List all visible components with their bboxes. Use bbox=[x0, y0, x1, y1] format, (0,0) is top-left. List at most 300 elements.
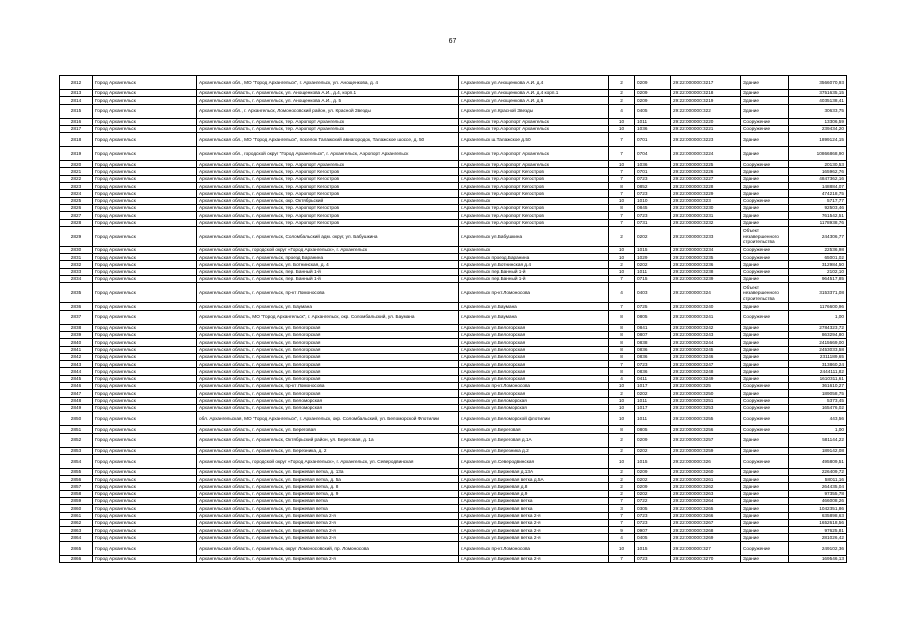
object-address: Архангельская область, МО "Город Архангельск", г. Архангельск, окр. Соломбальский, ул. Баумана bbox=[197, 310, 459, 324]
object-type: Здание bbox=[741, 97, 789, 104]
object-address: Архангельская область, городской округ «Город Архангельск», г. Архангельск bbox=[197, 246, 459, 253]
row-number: 2837 bbox=[60, 310, 93, 324]
group-code: 2 bbox=[609, 490, 635, 497]
cadastral-value: 3153371,08 bbox=[789, 283, 847, 303]
municipality: Город Архангельск bbox=[93, 90, 197, 97]
object-address: Архангельская область, г. Архангельск, ул. Белогорская bbox=[197, 375, 459, 382]
object-address: Архангельская область, г. Архангельск, ул. Белогорская bbox=[197, 324, 459, 331]
cadastral-value: 97625,81 bbox=[789, 527, 847, 534]
address-short: г.Архангельск пер.Банный 1-й bbox=[459, 276, 609, 283]
object-address: Архангельская область, г. Архангельск, ул. Биржевая ветка, д. 9 bbox=[197, 490, 459, 497]
municipality: Город Архангельск bbox=[93, 346, 197, 353]
group-code: 2 bbox=[609, 76, 635, 90]
subgroup-code: 0723 bbox=[635, 555, 671, 562]
cadastral-number: 29:22:000000:3251 bbox=[671, 397, 741, 404]
row-number: 2859 bbox=[60, 497, 93, 504]
object-address: Архангельская область, г. Архангельск, ул. Биржевая ветка 2-я bbox=[197, 527, 459, 534]
address-short: г.Архангельск ул.Биржевая ветка bbox=[459, 505, 609, 512]
municipality: Город Архангельск bbox=[93, 204, 197, 211]
row-number: 2840 bbox=[60, 339, 93, 346]
row-number: 2843 bbox=[60, 361, 93, 368]
address-short: г.Архангельск ул.Биржевая д.8 bbox=[459, 483, 609, 490]
row-number: 2853 bbox=[60, 447, 93, 454]
address-short: г.Архангельск ул.Биржевая ветка 2-я bbox=[459, 534, 609, 541]
municipality: Город Архангельск bbox=[93, 97, 197, 104]
municipality: Город Архангельск bbox=[93, 168, 197, 175]
address-short: г.Архангельск ул.Анощенкова А.И. д.4 корп.1 bbox=[459, 90, 609, 97]
address-short: г.Архангельск ул.Северодвинская bbox=[459, 454, 609, 468]
table-row bbox=[60, 283, 847, 303]
object-address: Архангельская область, г. Архангельск, пр-кт Ломоносова bbox=[197, 283, 459, 303]
address-short: г.Архангельск тер.Аэропорт Кегостров bbox=[459, 183, 609, 190]
cadastral-value: 1176600,96 bbox=[789, 303, 847, 310]
cadastral-number: 29:22:000000:3260 bbox=[671, 468, 741, 475]
object-address: Архангельская область, г. Архангельск, ул. Белогорская bbox=[197, 361, 459, 368]
municipality: Город Архангельск bbox=[93, 390, 197, 397]
address-short: г.Архангельск тер.Аэропорт Кегостров bbox=[459, 190, 609, 197]
object-address: Архангельская область, г. Архангельск, тер. Аэропорт Кегостров bbox=[197, 204, 459, 211]
group-code: 7 bbox=[609, 555, 635, 562]
subgroup-code: 1015 bbox=[635, 246, 671, 253]
cadastral-number: 29:22:000000:3247 bbox=[671, 361, 741, 368]
object-type: Сооружение bbox=[741, 404, 789, 411]
address-short: г.Архангельск пр-кт.Ломоносова bbox=[459, 541, 609, 555]
group-code: 2 bbox=[609, 433, 635, 447]
subgroup-code: 0805 bbox=[635, 310, 671, 324]
row-number: 2819 bbox=[60, 147, 93, 161]
row-number: 2848 bbox=[60, 397, 93, 404]
cadastral-value: 4847362,16 bbox=[789, 175, 847, 182]
municipality: Город Архангельск bbox=[93, 361, 197, 368]
cadastral-number: 29:22:000000:324 bbox=[671, 283, 741, 303]
group-code: 8 bbox=[609, 339, 635, 346]
table-row bbox=[60, 375, 847, 382]
cadastral-number: 29:22:000000:3232 bbox=[671, 219, 741, 226]
address-short: г.Архангельск ул.Биржевая д.13А bbox=[459, 468, 609, 475]
address-short: г.Архангельск ул.Береговая bbox=[459, 426, 609, 433]
subgroup-code: 0723 bbox=[635, 512, 671, 519]
cadastral-value: 1899124,15 bbox=[789, 133, 847, 147]
object-address: Архангельская область, г. Архангельск, ул. Биржевая ветка 2-я bbox=[197, 519, 459, 526]
subgroup-code: 0202 bbox=[635, 447, 671, 454]
address-short: г.Архангельск ул.Баумана bbox=[459, 310, 609, 324]
cadastral-number: 29:22:000000:3221 bbox=[671, 125, 741, 132]
object-type: Здание bbox=[741, 519, 789, 526]
object-type: Здание bbox=[741, 346, 789, 353]
address-short: г.Архангельск тер.Аэропорт Архангельск bbox=[459, 161, 609, 168]
table-row bbox=[60, 368, 847, 375]
cadastral-value: 65001,02 bbox=[789, 254, 847, 261]
cadastral-value: 361610,27 bbox=[789, 383, 847, 390]
group-code: 2 bbox=[609, 90, 635, 97]
address-short: г.Архангельск bbox=[459, 246, 609, 253]
municipality: Город Архангельск bbox=[93, 497, 197, 504]
subgroup-code: 0852 bbox=[635, 183, 671, 190]
table-row bbox=[60, 76, 847, 90]
group-code: 10 bbox=[609, 125, 635, 132]
table-row bbox=[60, 490, 847, 497]
group-code: 7 bbox=[609, 147, 635, 161]
object-address: Архангельская область, г. Архангельск, ул. Ботнинская, д. 4 bbox=[197, 261, 459, 268]
row-number: 2824 bbox=[60, 190, 93, 197]
municipality: Город Архангельск bbox=[93, 476, 197, 483]
cadastral-value: 58011,16 bbox=[789, 476, 847, 483]
group-code: 7 bbox=[609, 190, 635, 197]
object-type: Здание bbox=[741, 219, 789, 226]
cadastral-value: 2415669,00 bbox=[789, 339, 847, 346]
object-type: Объект незавершенного строительства bbox=[741, 226, 789, 246]
address-short: г.Архангельск ш.Талажское д.50 bbox=[459, 133, 609, 147]
group-code: 8 bbox=[609, 310, 635, 324]
object-type: Здание bbox=[741, 168, 789, 175]
object-address: Архангельская область, г. Архангельск, ул. Белогорская bbox=[197, 346, 459, 353]
subgroup-code: 1017 bbox=[635, 383, 671, 390]
table-row bbox=[60, 534, 847, 541]
object-type: Сооружение bbox=[741, 161, 789, 168]
municipality: Город Архангельск bbox=[93, 254, 197, 261]
cadastral-number: 29:22:000000:3269 bbox=[671, 534, 741, 541]
group-code: 4 bbox=[609, 375, 635, 382]
subgroup-code: 0723 bbox=[635, 175, 671, 182]
object-address: Архангельская область, г. Архангельск, ул. Биржевая ветка, д. 8 bbox=[197, 483, 459, 490]
table-row bbox=[60, 324, 847, 331]
object-type: Здание bbox=[741, 261, 789, 268]
cadastral-number: 29:22:000000:3238 bbox=[671, 268, 741, 275]
subgroup-code: 1010 bbox=[635, 197, 671, 204]
cadastral-value: 1178938,76 bbox=[789, 219, 847, 226]
row-number: 2835 bbox=[60, 283, 93, 303]
object-address: Архангельская область, г. Архангельск, ул. Березника, д. 2 bbox=[197, 447, 459, 454]
cadastral-number: 29:22:000000:3256 bbox=[671, 426, 741, 433]
object-address: Архангельская область, г. Архангельск, проезд Баранина bbox=[197, 254, 459, 261]
object-address: Архангельская область, г. Архангельск, ул. Биржевая ветка, д. 5а bbox=[197, 476, 459, 483]
subgroup-code: 0209 bbox=[635, 483, 671, 490]
row-number: 2866 bbox=[60, 555, 93, 562]
object-address: Архангельская область, г. Архангельск, пр-кт Ломоносова bbox=[197, 383, 459, 390]
subgroup-code: 0723 bbox=[635, 361, 671, 368]
subgroup-code: 0202 bbox=[635, 476, 671, 483]
cadastral-number: 29:22:000000:3266 bbox=[671, 512, 741, 519]
cadastral-number: 29:22:000000:3264 bbox=[671, 497, 741, 504]
cadastral-number: 29:22:000000:3242 bbox=[671, 324, 741, 331]
cadastral-number: 29:22:000000:3246 bbox=[671, 353, 741, 360]
table-row bbox=[60, 339, 847, 346]
municipality: Город Архангельск bbox=[93, 212, 197, 219]
address-short: г.Архангельск пр-кт.Ломоносова bbox=[459, 283, 609, 303]
row-number: 2858 bbox=[60, 490, 93, 497]
cadastral-number: 29:22:000000:3236 bbox=[671, 261, 741, 268]
group-code: 10 bbox=[609, 118, 635, 125]
row-number: 2847 bbox=[60, 390, 93, 397]
municipality: Город Архангельск bbox=[93, 104, 197, 118]
cadastral-number: 29:22:000000:3229 bbox=[671, 190, 741, 197]
group-code: 8 bbox=[609, 346, 635, 353]
table-row bbox=[60, 183, 847, 190]
municipality: Город Архангельск bbox=[93, 219, 197, 226]
subgroup-code: 1011 bbox=[635, 118, 671, 125]
cadastral-value: 964517,85 bbox=[789, 276, 847, 283]
group-code: 2 bbox=[609, 97, 635, 104]
address-short: г.Архангельск ул.Ботнинская д.4 bbox=[459, 261, 609, 268]
object-address: Архангельская область, г. Архангельск, тер. Аэропорт Кегостров bbox=[197, 183, 459, 190]
table-row bbox=[60, 175, 847, 182]
row-number: 2862 bbox=[60, 519, 93, 526]
object-type: Сооружение bbox=[741, 454, 789, 468]
table-row bbox=[60, 147, 847, 161]
row-number: 2849 bbox=[60, 404, 93, 411]
municipality: Город Архангельск bbox=[93, 353, 197, 360]
cadastral-value: 244306,77 bbox=[789, 226, 847, 246]
table-row bbox=[60, 90, 847, 97]
object-address: Архангельская область, г. Архангельск, ул. Береговая bbox=[197, 426, 459, 433]
municipality: Город Архангельск bbox=[93, 226, 197, 246]
group-code: 10 bbox=[609, 246, 635, 253]
group-code: 4 bbox=[609, 534, 635, 541]
municipality: Город Архангельск bbox=[93, 433, 197, 447]
table-row bbox=[60, 476, 847, 483]
address-short: г.Архангельск ул.Биржевая ветка 2-я bbox=[459, 527, 609, 534]
group-code: 8 bbox=[609, 204, 635, 211]
cadastral-number: 29:22:000000:3235 bbox=[671, 254, 741, 261]
row-number: 2838 bbox=[60, 324, 93, 331]
cadastral-number: 29:22:000000:322 bbox=[671, 104, 741, 118]
subgroup-code: 0723 bbox=[635, 519, 671, 526]
object-address: Архангельская область, г. Архангельск, окр. Октябрьский bbox=[197, 197, 459, 204]
cadastral-number: 29:22:000000:3244 bbox=[671, 339, 741, 346]
municipality: Город Архангельск bbox=[93, 276, 197, 283]
subgroup-code: 1015 bbox=[635, 541, 671, 555]
row-number: 2813 bbox=[60, 90, 93, 97]
subgroup-code: 0209 bbox=[635, 90, 671, 97]
group-code: 7 bbox=[609, 168, 635, 175]
cadastral-number: 29:22:000000:3224 bbox=[671, 147, 741, 161]
object-address: Архангельская область, г. Архангельск, ул. Беломорская bbox=[197, 397, 459, 404]
row-number: 2863 bbox=[60, 527, 93, 534]
table-row bbox=[60, 104, 847, 118]
group-code: 2 bbox=[609, 261, 635, 268]
subgroup-code: 0704 bbox=[635, 147, 671, 161]
object-type: Здание bbox=[741, 534, 789, 541]
address-short: г.Архангельск ул.Биржевая ветка 2-я bbox=[459, 519, 609, 526]
table-row bbox=[60, 555, 847, 562]
cadastral-value: 189142,08 bbox=[789, 447, 847, 454]
object-type: Здание bbox=[741, 433, 789, 447]
address-short: г.Архангельск ул.Беломорская bbox=[459, 404, 609, 411]
object-address: Архангельская область, г. Архангельск, ул. Белогорская bbox=[197, 339, 459, 346]
cadastral-value: 2784323,72 bbox=[789, 324, 847, 331]
address-short: г.Архангельск ул.Бабушкина bbox=[459, 226, 609, 246]
table-row bbox=[60, 268, 847, 275]
table-row bbox=[60, 97, 847, 104]
group-code: 2 bbox=[609, 226, 635, 246]
cadastral-value: 312984,50 bbox=[789, 261, 847, 268]
object-address: Архангельская область, г. Архангельск, ул. Биржевая ветка bbox=[197, 497, 459, 504]
row-number: 2841 bbox=[60, 346, 93, 353]
object-type: Здание bbox=[741, 555, 789, 562]
subgroup-code: 0403 bbox=[635, 283, 671, 303]
cadastral-value: 264435,04 bbox=[789, 483, 847, 490]
address-short: г.Архангельск bbox=[459, 197, 609, 204]
cadastral-value: 189058,75 bbox=[789, 390, 847, 397]
subgroup-code: 0725 bbox=[635, 303, 671, 310]
object-address: Архангельская область, г. Архангельск, тер. Аэропорт Архангельск bbox=[197, 118, 459, 125]
table-row bbox=[60, 483, 847, 490]
object-type: Здание bbox=[741, 204, 789, 211]
address-short: г.Архангельск проезд.Баранина bbox=[459, 254, 609, 261]
object-address: Архангельская обл., г. Архангельск, Ломоносовский район, ул. Красной Звезды bbox=[197, 104, 459, 118]
address-short: г.Архангельск тер.Аэропорт Кегостров bbox=[459, 204, 609, 211]
cadastral-value: 5373,45 bbox=[789, 397, 847, 404]
object-address: Архангельская область, городской округ «Город Архангельск», г. Архангельск, ул. Северодвинская bbox=[197, 454, 459, 468]
table-row bbox=[60, 541, 847, 555]
object-type: Здание bbox=[741, 505, 789, 512]
object-type: Здание bbox=[741, 339, 789, 346]
cadastral-value: 635898,63 bbox=[789, 512, 847, 519]
address-short: г.Архангельск ул.Анощенкова А.И. д.4 bbox=[459, 76, 609, 90]
cadastral-value: 581144,22 bbox=[789, 433, 847, 447]
row-number: 2861 bbox=[60, 512, 93, 519]
table-row bbox=[60, 390, 847, 397]
table-row bbox=[60, 497, 847, 504]
cadastral-value: 2453033,58 bbox=[789, 346, 847, 353]
row-number: 2829 bbox=[60, 226, 93, 246]
table-row bbox=[60, 133, 847, 147]
municipality: Город Архангельск bbox=[93, 375, 197, 382]
object-type: Здание bbox=[741, 490, 789, 497]
municipality: Город Архангельск bbox=[93, 512, 197, 519]
object-address: Архангельская область, г. Архангельск, пер. Банный 1-й bbox=[197, 276, 459, 283]
row-number: 2850 bbox=[60, 412, 93, 426]
row-number: 2834 bbox=[60, 276, 93, 283]
table-row bbox=[60, 433, 847, 447]
object-type: Здание bbox=[741, 497, 789, 504]
cadastral-value: 97355,78 bbox=[789, 490, 847, 497]
row-number: 2820 bbox=[60, 161, 93, 168]
table-row bbox=[60, 505, 847, 512]
table-row bbox=[60, 454, 847, 468]
group-code: 10 bbox=[609, 383, 635, 390]
object-type: Здание bbox=[741, 390, 789, 397]
object-address: Архангельская область, г. Архангельск, тер. Аэропорт Кегостров bbox=[197, 175, 459, 182]
subgroup-code: 0405 bbox=[635, 534, 671, 541]
row-number: 2818 bbox=[60, 133, 93, 147]
subgroup-code: 1011 bbox=[635, 412, 671, 426]
municipality: Город Архангельск bbox=[93, 447, 197, 454]
municipality: Город Архангельск bbox=[93, 412, 197, 426]
cadastral-number: 29:22:000000:3268 bbox=[671, 527, 741, 534]
table-row bbox=[60, 246, 847, 253]
cadastral-number: 29:22:000000:3267 bbox=[671, 519, 741, 526]
object-address: Архангельская область, г. Архангельск, ул. Биржевая ветка 2-я bbox=[197, 555, 459, 562]
table-row bbox=[60, 226, 847, 246]
municipality: Город Архангельск bbox=[93, 190, 197, 197]
table-row bbox=[60, 276, 847, 283]
object-address: Архангельская область, г. Архангельск, округ Ломоносовский, пр. Ломоносова bbox=[197, 541, 459, 555]
address-short: г.Архангельск ул.Беломорская bbox=[459, 397, 609, 404]
group-code: 7 bbox=[609, 175, 635, 182]
object-address: Архангельская область, г. Архангельск, тер. Аэропорт Кегостров bbox=[197, 190, 459, 197]
object-address: Архангельская обл., городской округ "Город Архангельск", г. Архангельск, Аэропорт Архангельск bbox=[197, 147, 459, 161]
subgroup-code: 1015 bbox=[635, 454, 671, 468]
municipality: Город Архангельск bbox=[93, 161, 197, 168]
table-row bbox=[60, 346, 847, 353]
address-short: г.Архангельск ул.Биржевая ветка 2-я bbox=[459, 512, 609, 519]
cadastral-number: 29:22:000000:3248 bbox=[671, 368, 741, 375]
address-short: г.Архангельск ул.Белогорская bbox=[459, 375, 609, 382]
municipality: Город Архангельск bbox=[93, 454, 197, 468]
object-address: Архангельская область, г. Архангельск, ул. Белогорская bbox=[197, 390, 459, 397]
address-short: г.Архангельск ул.Белогорская bbox=[459, 368, 609, 375]
group-code: 2 bbox=[609, 468, 635, 475]
cadastral-number: 29:22:000000:3227 bbox=[671, 175, 741, 182]
group-code: 8 bbox=[609, 368, 635, 375]
cadastral-number: 29:22:000000:3226 bbox=[671, 168, 741, 175]
municipality: Город Архангельск bbox=[93, 261, 197, 268]
object-type: Здание bbox=[741, 468, 789, 475]
object-type: Сооружение bbox=[741, 541, 789, 555]
page-number: 67 bbox=[448, 38, 457, 45]
table-row bbox=[60, 353, 847, 360]
row-number: 2812 bbox=[60, 76, 93, 90]
object-address: Архангельская область, г. Архангельск, ул. Биржевая ветка 2-я bbox=[197, 534, 459, 541]
cadastral-number: 29:22:000000:3219 bbox=[671, 97, 741, 104]
municipality: Город Архангельск bbox=[93, 133, 197, 147]
cadastral-value: 2444111,82 bbox=[789, 368, 847, 375]
object-type: Сооружение bbox=[741, 197, 789, 204]
subgroup-code: 0845 bbox=[635, 204, 671, 211]
object-address: Архангельская обл., МО "Город Архангельск", г. Архангельск, ул. Анощенкова, д. 4 bbox=[197, 76, 459, 90]
municipality: Город Архангельск bbox=[93, 541, 197, 555]
address-short: г.Архангельск ул.Биржевая ветка bbox=[459, 497, 609, 504]
cadastral-number: 29:22:000000:326 bbox=[671, 454, 741, 468]
row-number: 2825 bbox=[60, 197, 93, 204]
row-number: 2856 bbox=[60, 476, 93, 483]
subgroup-code: 0723 bbox=[635, 212, 671, 219]
subgroup-code: 0731 bbox=[635, 219, 671, 226]
subgroup-code: 0838 bbox=[635, 339, 671, 346]
cadastral-number: 29:22:000000:3218 bbox=[671, 90, 741, 97]
row-number: 2857 bbox=[60, 483, 93, 490]
object-address: Архангельская область, г. Архангельск, тер. Аэропорт Кегостров bbox=[197, 212, 459, 219]
row-number: 2830 bbox=[60, 246, 93, 253]
object-type: Сооружение bbox=[741, 246, 789, 253]
cadastral-number: 29:22:000000:3245 bbox=[671, 346, 741, 353]
subgroup-code: 1029 bbox=[635, 254, 671, 261]
cadastral-value: 165476,02 bbox=[789, 404, 847, 411]
object-type: Объект незавершенного строительства bbox=[741, 283, 789, 303]
cadastral-number: 29:22:000000:3262 bbox=[671, 483, 741, 490]
row-number: 2845 bbox=[60, 375, 93, 382]
group-code: 2 bbox=[609, 483, 635, 490]
table-row bbox=[60, 404, 847, 411]
cadastral-value: 169546,13 bbox=[789, 555, 847, 562]
object-type: Здание bbox=[741, 190, 789, 197]
cadastral-number: 29:22:000000:3223 bbox=[671, 133, 741, 147]
table-row bbox=[60, 331, 847, 338]
cadastral-number: 29:22:000000:3228 bbox=[671, 183, 741, 190]
row-number: 2851 bbox=[60, 426, 93, 433]
table-row bbox=[60, 212, 847, 219]
cadastral-value: 226409,72 bbox=[789, 468, 847, 475]
group-code: 10 bbox=[609, 412, 635, 426]
object-type: Сооружение bbox=[741, 412, 789, 426]
object-type: Сооружение bbox=[741, 426, 789, 433]
table-row bbox=[60, 310, 847, 324]
subgroup-code: 0411 bbox=[635, 375, 671, 382]
row-number: 2831 bbox=[60, 254, 93, 261]
cadastral-value: 5717,77 bbox=[789, 197, 847, 204]
address-short: г.Архангельск ул.Биржевая д.9 bbox=[459, 490, 609, 497]
